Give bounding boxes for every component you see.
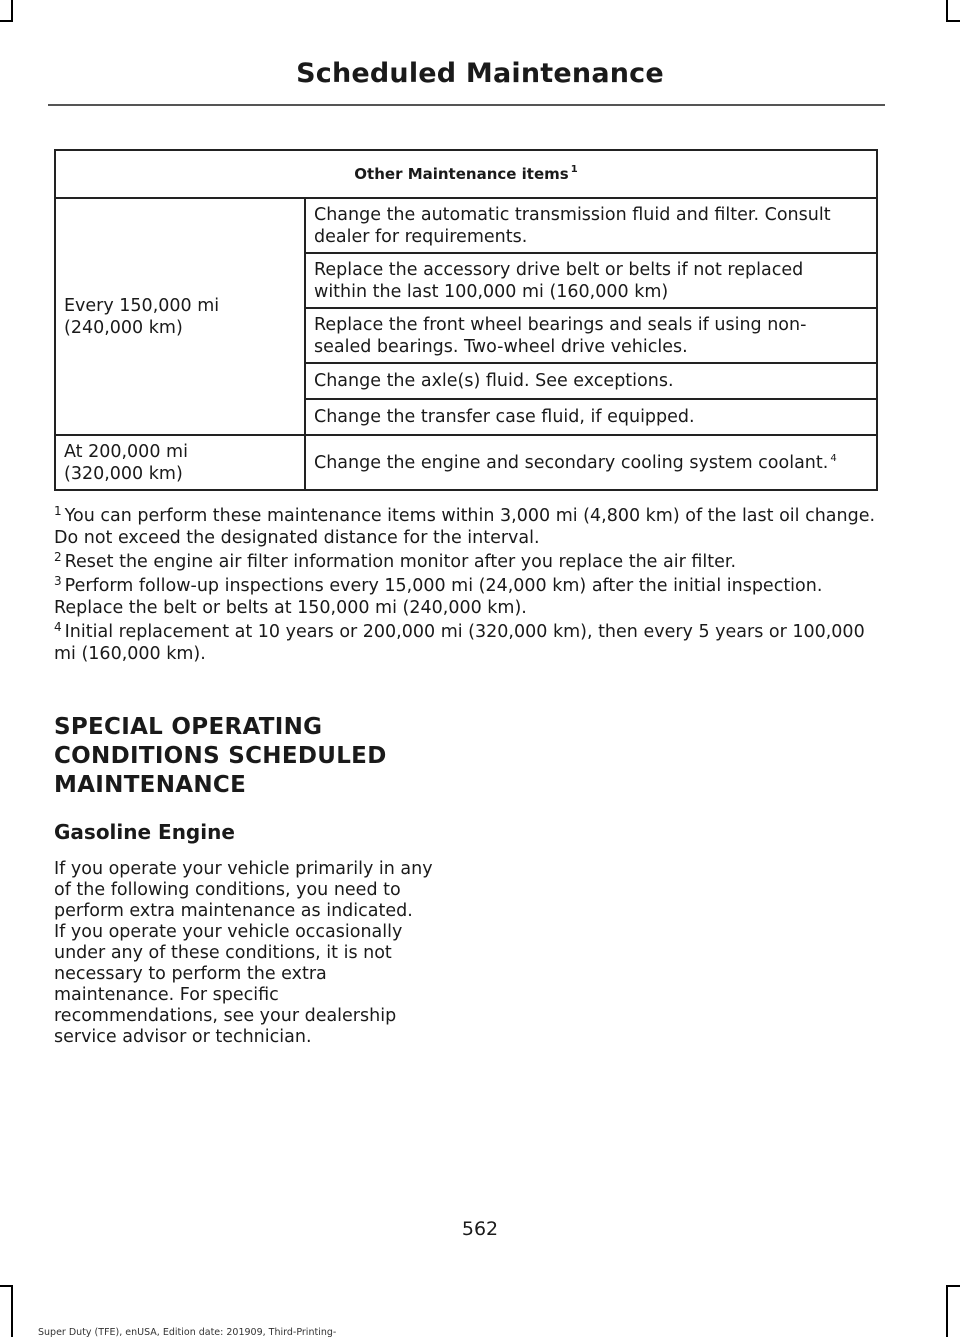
body-line: maintenance. For specific	[54, 985, 279, 1005]
body-line: service advisor or technician.	[54, 1027, 312, 1047]
footnote	[54, 505, 884, 549]
footnote	[54, 621, 884, 665]
action-line: Change the engine and secondary cooling system coolant.	[314, 452, 829, 473]
footnote-number: 3	[54, 574, 62, 588]
body-paragraph	[54, 859, 454, 1048]
section-heading	[54, 713, 454, 800]
page-title: Scheduled Maintenance	[296, 58, 664, 89]
body-line: necessary to perform the extra	[54, 964, 327, 984]
interval-line: At 200,000 mi	[64, 441, 188, 462]
footnote-ref: 4	[830, 452, 837, 464]
body-line: under any of these conditions, it is not	[54, 943, 392, 963]
crop-mark	[11, 0, 13, 22]
heading-line: CONDITIONS SCHEDULED	[54, 743, 387, 769]
action-line: Replace the accessory drive belt or belts if not replaced	[314, 259, 804, 280]
footnote-number: 1	[54, 504, 62, 518]
action-cell	[305, 363, 877, 399]
crop-mark	[946, 1285, 960, 1287]
action-line: Change the transfer case fluid, if equipped.	[314, 407, 695, 427]
interval-line: Every 150,000 mi	[64, 295, 220, 316]
subsection-heading: Gasoline Engine	[54, 820, 235, 844]
table-header-row	[55, 150, 877, 198]
action-cell	[305, 253, 877, 308]
interval-line: (320,000 km)	[64, 463, 183, 484]
heading-line: SPECIAL OPERATING	[54, 714, 323, 740]
crop-mark	[11, 1285, 13, 1337]
action-line: Change the axle(s) fluid. See exceptions.	[314, 371, 674, 391]
title-divider	[48, 104, 885, 106]
action-cell	[305, 399, 877, 435]
footnote	[54, 575, 884, 619]
table-row	[55, 198, 877, 253]
action-cell	[305, 308, 877, 363]
body-line: If you operate your vehicle primarily in any	[54, 859, 433, 879]
footnote-number: 4	[54, 620, 62, 634]
crop-mark	[0, 20, 13, 22]
action-line: Replace the front wheel bearings and seals if using non-	[314, 314, 807, 335]
crop-mark	[0, 1285, 13, 1287]
table-caption	[55, 150, 877, 198]
action-line: sealed bearings. Two-wheel drive vehicles.	[314, 336, 688, 357]
table-caption-text: Other Maintenance items	[354, 165, 569, 183]
footnote-text: Initial replacement at 10 years or 200,000 mi (320,000 km), then every 5 years or 100,000 mi (160,000 km).	[54, 622, 865, 664]
action-line: dealer for requirements.	[314, 226, 528, 247]
body-line: perform extra maintenance as indicated.	[54, 901, 413, 921]
crop-mark	[946, 20, 960, 22]
body-line: recommendations, see your dealership	[54, 1006, 397, 1026]
footnote-ref: 1	[570, 164, 578, 175]
action-cell	[305, 198, 877, 253]
crop-mark	[946, 1285, 948, 1337]
body-line: If you operate your vehicle occasionally	[54, 922, 403, 942]
body-line: of the following conditions, you need to	[54, 880, 401, 900]
crop-mark	[946, 0, 948, 22]
footnote-text: Perform follow-up inspections every 15,000 mi (24,000 km) after the initial inspection. Replace the belt or belts at 150,000 mi (240,000 km).	[54, 576, 823, 618]
interval-cell	[55, 198, 305, 435]
footnote	[54, 551, 884, 573]
action-line: Change the automatic transmission fluid and filter. Consult	[314, 204, 831, 225]
footer-edition-text: Super Duty (TFE), enUSA, Edition date: 201909, Third-Printing-	[38, 1327, 337, 1338]
footnote-number: 2	[54, 550, 62, 564]
footnote-text: Reset the engine air filter information monitor after you replace the air filter.	[64, 552, 737, 572]
action-line: within the last 100,000 mi (160,000 km)	[314, 281, 669, 302]
footnotes	[54, 505, 884, 667]
heading-line: MAINTENANCE	[54, 772, 247, 798]
action-cell	[305, 435, 877, 490]
footnote-text: You can perform these maintenance items within 3,000 mi (4,800 km) of the last oil change. Do not exceed the designated distance for the interval.	[54, 506, 876, 548]
maintenance-table	[54, 149, 878, 491]
page-number: 562	[461, 1218, 499, 1240]
interval-line: (240,000 km)	[64, 317, 183, 338]
table-row	[55, 435, 877, 490]
interval-cell	[55, 435, 305, 490]
